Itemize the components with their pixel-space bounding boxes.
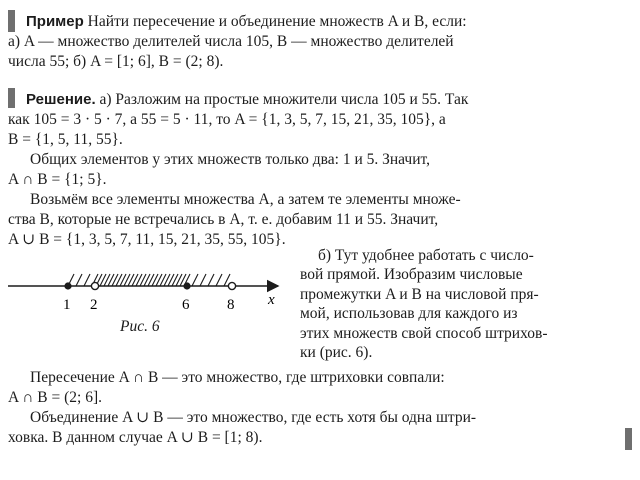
example-line-1 [8, 12, 626, 31]
part-b-line-6: ки (рис. 6). [300, 344, 373, 362]
solution-text-1: а) Разложим на простые множители числа 105 и 55. Так [99, 91, 469, 108]
example-text-1: Найти пересечение и объединение множеств A и B, если: [87, 13, 467, 30]
point-8-open [228, 282, 235, 289]
section-marker [625, 428, 632, 450]
number-line-figure [6, 264, 296, 354]
point-1-closed [64, 282, 71, 289]
hatch-set-b [96, 274, 230, 286]
figure-caption: Рис. 6 [120, 318, 160, 335]
part-b-line-4: мой, использовав для каждого из [300, 305, 518, 323]
union-line-1: Возьмём все элементы множества A, а затем те элементы множе- [30, 191, 461, 208]
common-line-1: Общих элементов у этих множеств только два: 1 и 5. Значит, [30, 151, 431, 168]
solution-line-2: как 105 = 3 · 5 · 7, а 55 = 5 · 11, то A = {1, 3, 5, 7, 15, 21, 35, 105}, а [8, 111, 446, 128]
tick-label-6: 6 [182, 297, 190, 313]
union-b-line-2: ховка. В данном случае A ∪ B = [1; 8). [8, 429, 263, 446]
intersection-line-2: A ∩ B = (2; 6]. [8, 389, 102, 406]
point-6-closed [183, 282, 190, 289]
example-label: Пример [26, 13, 84, 30]
part-b-line-2: вой прямой. Изобразим числовые [300, 266, 523, 284]
part-b-line-3: промежутки A и B на числовой пря- [300, 285, 539, 303]
tick-label-1: 1 [63, 297, 71, 313]
intersection-line-1: Пересечение A ∩ B — это множество, где штриховки совпали: [30, 369, 445, 386]
solution-line-1 [8, 90, 626, 109]
number-line-svg [6, 264, 296, 324]
example-line-2: а) A — множество делителей числа 105, B — множество делителей [8, 33, 454, 50]
common-line-2: A ∩ B = {1; 5}. [8, 171, 107, 188]
union-line-2: ства B, которые не встречались в A, т. е. добавим 11 и 55. Значит, [8, 211, 439, 228]
part-b-line-5: этих множеств свой способ штрихов- [300, 324, 548, 342]
point-2-open [91, 282, 98, 289]
part-b-text [300, 246, 622, 362]
solution-line-3: B = {1, 5, 11, 55}. [8, 131, 123, 148]
union-line-3: A ∪ B = {1, 3, 5, 7, 11, 15, 21, 35, 55, 105}. [8, 231, 286, 248]
tick-label-8: 8 [227, 297, 235, 313]
part-b-line-1: б) Тут удобнее работать с число- [318, 247, 534, 264]
axis-label-x: x [268, 292, 275, 308]
solution-label: Решение. [26, 91, 96, 108]
example-line-3: числа 55; б) A = [1; 6], B = (2; 8). [8, 53, 224, 70]
tick-label-2: 2 [90, 297, 98, 313]
union-b-line-1: Объединение A ∪ B — это множество, где есть хотя бы одна штри- [30, 409, 477, 426]
